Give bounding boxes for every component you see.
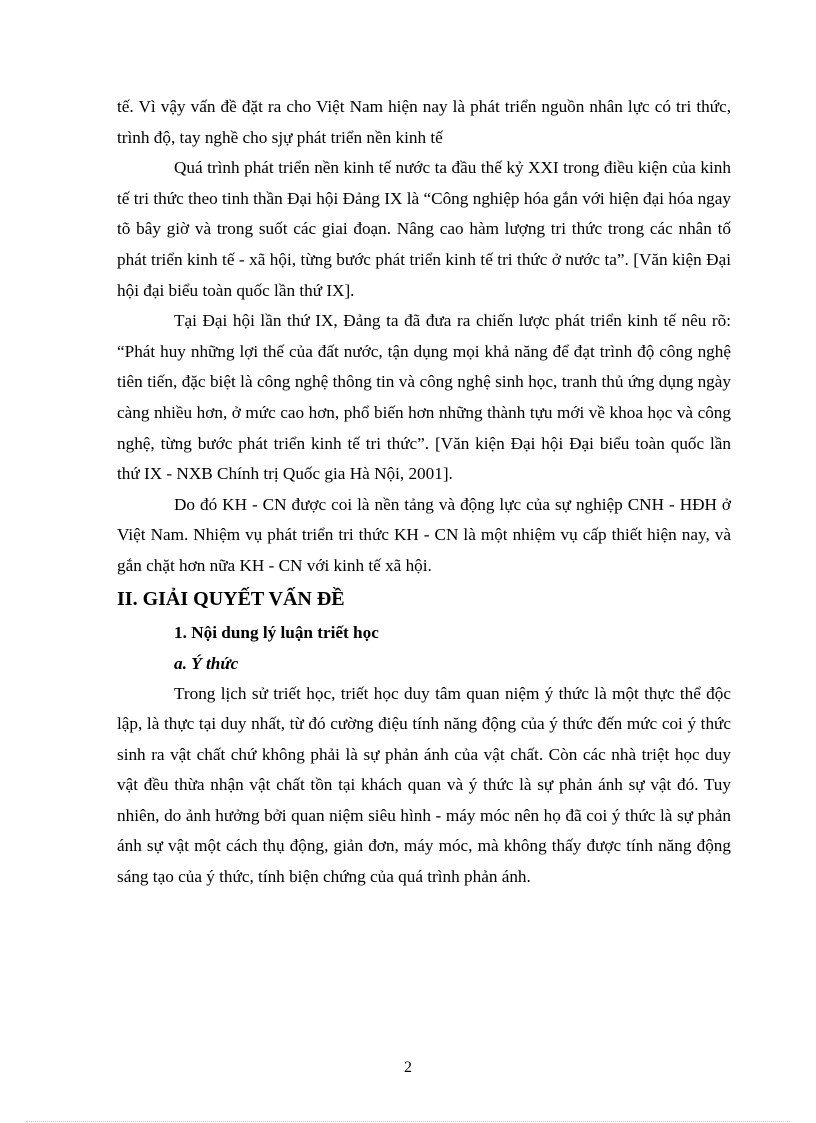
sub-sub-heading: a. Ý thức (174, 653, 239, 673)
paragraph-continuation: tế. Vì vậy vấn đề đặt ra cho Việt Nam hiện nay là phát triển nguồn nhân lực có tri thức, trình độ, tay nghề cho sjự phát triển nền kinh tế (117, 97, 731, 147)
section-heading: II. GIẢI QUYẾT VẤN ĐỀ (117, 587, 345, 610)
sub-heading: 1. Nội dung lý luận triết học (174, 622, 379, 642)
page-number: 2 (404, 1059, 412, 1076)
paragraph-party-congress-strategy: Tại Đại hội lần thứ IX, Đảng ta đã đưa ra chiến lược phát triển kinh tế nêu rõ: “Phát huy những lợi thế của đất nước, tận dụng mọi khả năng để đạt trình độ công nghệ tiên tiến, đặc biệt là công nghệ thông tin và công nghệ sinh học, tranh thủ ứng dụng ngày càng nhiều hơn, ở mức cao hơn, phổ biến hơn những thành tựu mới về khoa học và công nghệ, từng bước phát triển kinh tế tri thức”. [Văn kiện Đại hội Đại biểu toàn quốc lần thứ IX - NXB Chính trị Quốc gia Hà Nội, 2001]. (117, 311, 731, 484)
paragraph-science-technology: Do đó KH - CN được coi là nền tảng và động lực của sự nghiệp CNH - HĐH ở Việt Nam. Nhiệm vụ phát triển tri thức KH - CN là một nhiệm vụ cấp thiết hiện nay, và gắn chặt hơn nữa KH - CN với kinh tế xã hội. (117, 494, 731, 575)
page-content (117, 92, 731, 893)
paragraph-consciousness: Trong lịch sử triết học, triết học duy tâm quan niệm ý thức là một thực thể độc lập, là thực tại duy nhất, từ đó cường điệu tính năng động của ý thức đến mức coi ý thức sinh ra vật chất chứ không phải là sự phản ánh của vật chất. Còn các nhà triệt học duy vật đều thừa nhận vật chất tồn tại khách quan và ý thức là sự phản ánh sự vật đó. Tuy nhiên, do ảnh hưởng bởi quan niệm siêu hình - máy móc nên họ đã coi ý thức là sự phản ánh sự vật một cách thụ động, giản đơn, máy móc, mà không thấy được tính năng động sáng tạo của ý thức, tính biện chứng của quá trình phản ánh. (117, 683, 731, 887)
page-bottom-border (26, 1121, 790, 1122)
paragraph-knowledge-economy: Quá trình phát triển nền kinh tế nước ta đầu thế kỷ XXI trong điều kiện của kinh tế tri thức theo tinh thần Đại hội Đảng IX là “Công nghiệp hóa gắn với hiện đại hóa ngay tõ bây giờ và trong suốt các giai đoạn. Nâng cao hàm lượng tri thức trong các nhân tố phát triển kinh tế - xã hội, từng bước phát triển kinh tế tri thức ở nước ta”. [Văn kiện Đại hội đại biểu toàn quốc lần thứ IX]. (117, 158, 731, 300)
